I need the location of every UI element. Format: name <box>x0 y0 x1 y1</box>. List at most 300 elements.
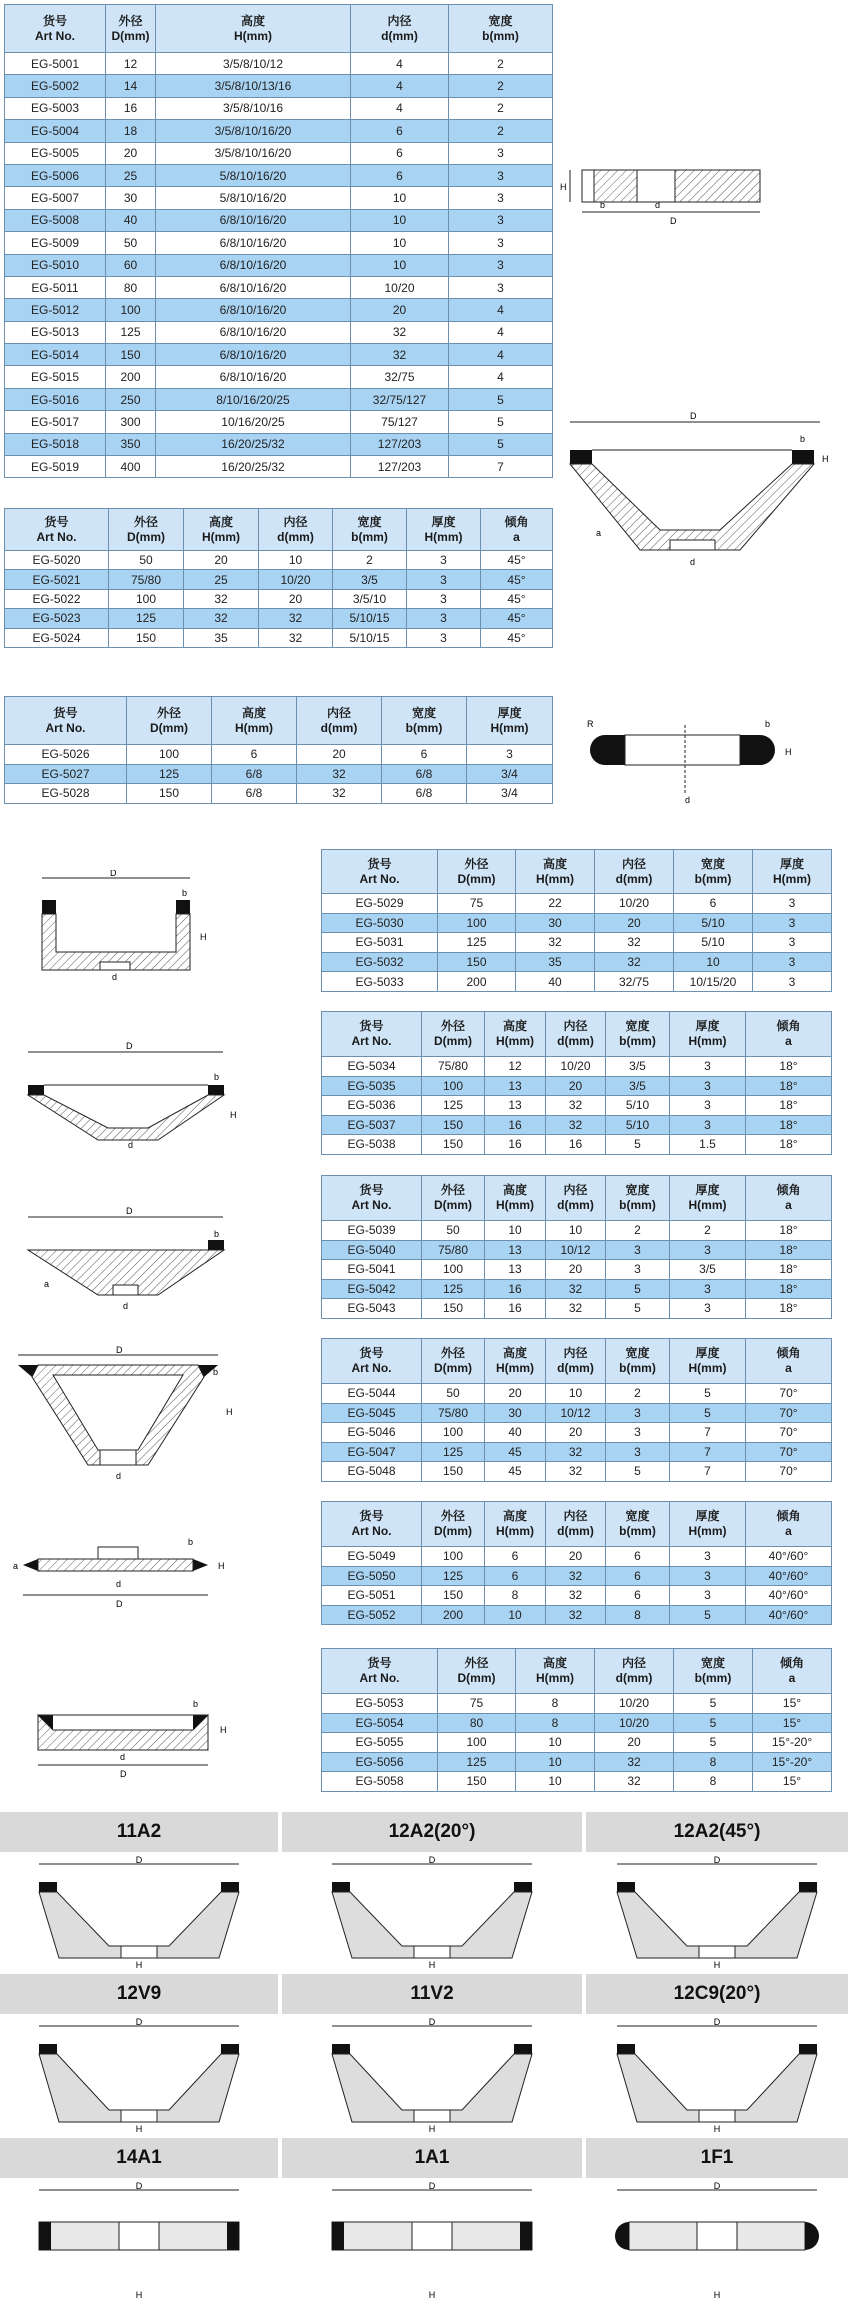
table-cell: EG-5007 <box>5 187 106 209</box>
column-header-label: 外径 <box>440 1183 465 1197</box>
flat-wheel-diagram <box>560 160 790 250</box>
column-header-label: d(mm) <box>277 529 314 544</box>
table-cell: 10 <box>546 1384 606 1404</box>
column-header-label: 高度 <box>502 1346 527 1360</box>
table-cell: 4 <box>351 97 449 119</box>
table-cell: 18° <box>746 1260 832 1280</box>
table-cell: 8 <box>516 1694 595 1714</box>
table-cell: 18° <box>746 1299 832 1319</box>
table-cell: 10 <box>516 1752 595 1772</box>
column-header-label: H(mm) <box>688 1524 727 1538</box>
table-cell: 5 <box>449 411 553 433</box>
dim-label: D <box>116 1599 123 1609</box>
column-header-label: d(mm) <box>320 720 358 735</box>
table-cell: 10 <box>351 254 449 276</box>
column-header-label: D(mm) <box>457 871 496 886</box>
cup-wheel-diagram <box>30 870 210 980</box>
table-cell: 10 <box>516 1733 595 1753</box>
dim-label: H <box>135 2290 143 2300</box>
shape-cell <box>0 2138 278 2300</box>
shape-cell <box>282 1974 582 2134</box>
table-cell: EG-5053 <box>322 1694 438 1714</box>
table-cell: 10/12 <box>546 1403 606 1423</box>
column-header-label: 倾角 <box>776 1346 801 1360</box>
column-header-label: 倾角 <box>776 1509 801 1523</box>
table-cell: EG-5020 <box>5 551 109 570</box>
table-cell: 40 <box>516 972 595 992</box>
table-cell: 40 <box>106 209 156 231</box>
table-row <box>322 1221 832 1241</box>
table-cell: 3/5 <box>333 570 407 589</box>
table-cell: 6/8 <box>212 764 297 784</box>
table-row <box>5 433 553 455</box>
column-header-label: D(mm) <box>457 1671 496 1685</box>
table-cell: 5 <box>606 1135 670 1155</box>
column-header-label: a <box>513 529 520 544</box>
dim-label: H <box>785 747 792 757</box>
column-header-label: 货号 <box>44 514 69 529</box>
table-cell: 25 <box>184 570 259 589</box>
table-cell: 3/5/8/10/16/20 <box>156 142 351 164</box>
table-cell: 35 <box>516 952 595 972</box>
table-cell: 15° <box>753 1713 832 1733</box>
table-cell: 200 <box>438 972 516 992</box>
table-cell: 10 <box>351 232 449 254</box>
table-cell: 18° <box>746 1135 832 1155</box>
column-header-label: 厚度 <box>497 705 522 720</box>
column-header-art <box>5 5 106 53</box>
column-header-label: 宽度 <box>411 705 436 720</box>
table-cell: 32 <box>595 933 674 953</box>
table-cell: 3 <box>670 1096 746 1116</box>
table-row <box>5 164 553 186</box>
shape-title: 11V2 <box>282 1974 582 2014</box>
column-header-label: 宽度 <box>488 13 513 28</box>
shape-title: 14A1 <box>0 2138 278 2178</box>
table-cell: EG-5027 <box>5 764 127 784</box>
dim-label: b <box>193 1699 199 1709</box>
spec-table-8 <box>321 1501 832 1625</box>
table-cell: 16/20/25/32 <box>156 433 351 455</box>
table-cell: 32 <box>546 1442 606 1462</box>
column-header-label: d(mm) <box>557 1524 594 1538</box>
table-cell: 6 <box>606 1586 670 1606</box>
dim-label: D <box>713 2182 721 2191</box>
table-cell: EG-5024 <box>5 628 109 647</box>
table-cell: 3 <box>606 1240 670 1260</box>
column-header-inner <box>546 1176 606 1221</box>
column-header-inner <box>351 5 449 53</box>
table-cell: 2 <box>449 120 553 142</box>
table-cell: 127/203 <box>351 433 449 455</box>
column-header-height <box>485 1012 546 1057</box>
table-cell: 75 <box>438 1694 516 1714</box>
table-cell: 75/80 <box>422 1403 485 1423</box>
shape-diagram <box>586 1856 848 1970</box>
table-cell: 32 <box>351 321 449 343</box>
dim-label: a <box>596 528 602 538</box>
dim-label: d <box>685 795 691 805</box>
dim-label: b <box>213 1367 219 1377</box>
table-cell: EG-5032 <box>322 952 438 972</box>
table-cell: 6 <box>351 142 449 164</box>
column-header-thick <box>407 509 481 551</box>
table-cell: 125 <box>127 764 212 784</box>
column-header-label: 高度 <box>542 856 567 871</box>
table-cell: 3 <box>670 1240 746 1260</box>
column-header-label: 货号 <box>42 13 67 28</box>
table-cell: 2 <box>449 75 553 97</box>
table-cell: EG-5017 <box>5 411 106 433</box>
table-cell: 2 <box>333 551 407 570</box>
column-header-label: b(mm) <box>694 1671 732 1685</box>
table-cell: EG-5029 <box>322 894 438 914</box>
table-cell: 80 <box>438 1713 516 1733</box>
table-cell: 70° <box>746 1462 832 1482</box>
column-header-label: 货号 <box>359 1346 384 1360</box>
column-header-label: D(mm) <box>434 1034 472 1048</box>
column-header-label: a <box>785 1524 792 1538</box>
column-header-label: D(mm) <box>434 1524 472 1538</box>
table-cell: 3 <box>753 972 832 992</box>
column-header-thick <box>670 1339 746 1384</box>
table-cell: 8 <box>606 1605 670 1625</box>
table-row <box>322 972 832 992</box>
table-cell: 127/203 <box>351 456 449 478</box>
table-row <box>322 1299 832 1319</box>
column-header-outer <box>422 1339 485 1384</box>
table-cell: EG-5019 <box>5 456 106 478</box>
table-row <box>5 411 553 433</box>
shape-cell <box>282 1812 582 1970</box>
dim-label: d <box>690 557 696 567</box>
table-cell: 25 <box>106 164 156 186</box>
table-cell: 8 <box>674 1772 753 1792</box>
table-cell: 80 <box>106 276 156 298</box>
table-cell: 13 <box>485 1240 546 1260</box>
table-cell: 40 <box>485 1423 546 1443</box>
table-cell: 100 <box>127 745 212 765</box>
shape-diagram <box>0 2182 278 2300</box>
dish-45-diagram <box>560 410 830 580</box>
table-cell: 400 <box>106 456 156 478</box>
table-cell: 20 <box>106 142 156 164</box>
table-cell: 32 <box>351 344 449 366</box>
column-header-label: 宽度 <box>625 1509 650 1523</box>
table-cell: 20 <box>184 551 259 570</box>
table-cell: 3/5/10 <box>333 589 407 608</box>
shape-diagram <box>282 2182 582 2300</box>
column-header-outer <box>438 1649 516 1694</box>
column-header-label: d(mm) <box>381 28 418 43</box>
table-cell: 15° <box>753 1694 832 1714</box>
table-row <box>322 913 832 933</box>
table-cell: 32 <box>595 1772 674 1792</box>
table-cell: 70° <box>746 1442 832 1462</box>
column-header-label: Art No. <box>351 1361 392 1375</box>
dim-label: D <box>670 216 677 226</box>
table-cell: 32 <box>184 609 259 628</box>
table-row <box>5 456 553 478</box>
table-cell: 10/20 <box>595 894 674 914</box>
column-header-thick <box>670 1176 746 1221</box>
table-cell: 32 <box>546 1605 606 1625</box>
table-cell: 3 <box>449 164 553 186</box>
table-cell: 45° <box>481 570 553 589</box>
shape-cell <box>586 1812 848 1970</box>
table-cell: 10 <box>485 1221 546 1241</box>
shape-title: 12A2(20°) <box>282 1812 582 1852</box>
spec-table-3 <box>4 696 553 804</box>
column-header-label: H(mm) <box>688 1198 727 1212</box>
table-cell: 5 <box>674 1713 753 1733</box>
shape-diagram <box>586 2182 848 2300</box>
table-row <box>5 609 553 628</box>
table-cell: 5 <box>670 1384 746 1404</box>
table-cell: 2 <box>449 97 553 119</box>
table-cell: 3/5/8/10/16 <box>156 97 351 119</box>
table-cell: 7 <box>449 456 553 478</box>
table-cell: 6 <box>674 894 753 914</box>
table-cell: 6 <box>485 1566 546 1586</box>
table-row <box>5 589 553 608</box>
round-edge-wheel-diagram <box>575 715 805 810</box>
table-row <box>5 366 553 388</box>
table-cell: 3 <box>606 1260 670 1280</box>
column-header-label: b(mm) <box>619 1361 656 1375</box>
shape-cell <box>0 1974 278 2134</box>
dim-label: D <box>713 2018 721 2027</box>
column-header-label: 高度 <box>502 1509 527 1523</box>
table-cell: 3 <box>606 1403 670 1423</box>
table-row <box>322 894 832 914</box>
table-cell: EG-5023 <box>5 609 109 628</box>
table-cell: 6/8/10/16/20 <box>156 209 351 231</box>
table-cell: 40°/60° <box>746 1566 832 1586</box>
column-header-outer <box>422 1502 485 1547</box>
table-cell: EG-5028 <box>5 784 127 804</box>
table-cell: 3 <box>407 628 481 647</box>
table-cell: 150 <box>422 1135 485 1155</box>
table-cell: 3 <box>407 551 481 570</box>
table-cell: 13 <box>485 1076 546 1096</box>
column-header-label: 货号 <box>359 1509 384 1523</box>
table-cell: 32 <box>546 1299 606 1319</box>
table-cell: EG-5049 <box>322 1547 422 1567</box>
column-header-label: 厚度 <box>695 1019 720 1033</box>
column-header-thick <box>753 850 832 894</box>
table-cell: 5/10 <box>606 1096 670 1116</box>
column-header-label: H(mm) <box>235 720 273 735</box>
column-header-label: H(mm) <box>688 1361 727 1375</box>
column-header-label: 内径 <box>326 705 351 720</box>
dim-label: H <box>135 2124 143 2134</box>
table-cell: 16 <box>485 1135 546 1155</box>
table-cell: 100 <box>422 1260 485 1280</box>
table-cell: EG-5003 <box>5 97 106 119</box>
table-cell: 8/10/16/20/25 <box>156 388 351 410</box>
column-header-inner <box>259 509 333 551</box>
dim-label: H <box>135 1960 143 1970</box>
table-cell: 20 <box>546 1260 606 1280</box>
dim-label: D <box>135 1856 143 1865</box>
table-cell: 32 <box>595 1752 674 1772</box>
table-cell: 4 <box>449 366 553 388</box>
column-header-height <box>156 5 351 53</box>
column-header-label: 宽度 <box>700 856 725 871</box>
column-header-label: H(mm) <box>234 28 272 43</box>
table-cell: 32 <box>595 952 674 972</box>
table-cell: 100 <box>106 299 156 321</box>
table-cell: 45° <box>481 551 553 570</box>
table-cell: 3/5/8/10/16/20 <box>156 120 351 142</box>
table-cell: 6/8/10/16/20 <box>156 232 351 254</box>
table-cell: 150 <box>127 784 212 804</box>
table-cell: 3/5/8/10/13/16 <box>156 75 351 97</box>
table-cell: 5/10/15 <box>333 628 407 647</box>
column-header-label: 高度 <box>208 514 233 529</box>
shape-cell <box>282 2138 582 2300</box>
table-cell: EG-5035 <box>322 1076 422 1096</box>
column-header-label: H(mm) <box>536 1671 574 1685</box>
table-cell: EG-5043 <box>322 1299 422 1319</box>
table-cell: EG-5004 <box>5 120 106 142</box>
table-cell: EG-5039 <box>322 1221 422 1241</box>
column-header-height <box>485 1339 546 1384</box>
table-cell: EG-5051 <box>322 1586 422 1606</box>
dim-label: d <box>116 1471 122 1481</box>
table-row <box>322 1713 832 1733</box>
column-header-label: d(mm) <box>557 1361 594 1375</box>
table-cell: EG-5016 <box>5 388 106 410</box>
table-cell: 32 <box>546 1586 606 1606</box>
column-header-width <box>449 5 553 53</box>
shape-cell <box>586 2138 848 2300</box>
column-header-label: Art No. <box>359 871 400 886</box>
table-row <box>5 97 553 119</box>
table-cell: 2 <box>670 1221 746 1241</box>
table-cell: EG-5036 <box>322 1096 422 1116</box>
dim-label: D <box>135 2018 143 2027</box>
table-cell: EG-5046 <box>322 1423 422 1443</box>
column-header-label: 内径 <box>283 514 308 529</box>
column-header-label: b(mm) <box>405 720 443 735</box>
table-cell: 100 <box>422 1547 485 1567</box>
column-header-angle <box>746 1176 832 1221</box>
column-header-label: 宽度 <box>357 514 382 529</box>
table-cell: 6/8/10/16/20 <box>156 254 351 276</box>
shape-diagram <box>282 2018 582 2134</box>
table-cell: 32/75 <box>351 366 449 388</box>
table-cell: 22 <box>516 894 595 914</box>
column-header-label: 货号 <box>53 705 78 720</box>
table-cell: 30 <box>106 187 156 209</box>
table-cell: 100 <box>438 913 516 933</box>
column-header-width <box>674 850 753 894</box>
shape-cell <box>0 1812 278 1970</box>
table-cell: 1.5 <box>670 1135 746 1155</box>
table-cell: 32 <box>546 1462 606 1482</box>
table-row <box>5 784 553 804</box>
dim-label: H <box>560 182 567 192</box>
table-cell: EG-5006 <box>5 164 106 186</box>
dim-label: d <box>120 1752 126 1762</box>
table-cell: 3/5/8/10/12 <box>156 53 351 75</box>
table-row <box>322 1096 832 1116</box>
table-cell: 20 <box>595 913 674 933</box>
dim-label: D <box>428 2182 436 2191</box>
table-cell: 32 <box>546 1279 606 1299</box>
table-cell: 32 <box>546 1566 606 1586</box>
table-cell: 3 <box>753 913 832 933</box>
table-cell: 3 <box>449 254 553 276</box>
table-row <box>322 1057 832 1077</box>
column-header-thick <box>670 1502 746 1547</box>
table-cell: 5 <box>606 1462 670 1482</box>
table-row <box>5 321 553 343</box>
table-cell: 15° <box>753 1772 832 1792</box>
table-cell: 6 <box>351 120 449 142</box>
table-cell: 3/4 <box>467 764 553 784</box>
table-cell: 3 <box>670 1279 746 1299</box>
table-cell: 10 <box>259 551 333 570</box>
column-header-label: a <box>785 1361 792 1375</box>
table-cell: 5 <box>606 1299 670 1319</box>
dim-label: D <box>126 1206 133 1216</box>
table-cell: 10 <box>516 1772 595 1792</box>
table-cell: 4 <box>351 53 449 75</box>
column-header-label: 外径 <box>440 1346 465 1360</box>
table-cell: EG-5014 <box>5 344 106 366</box>
table-cell: EG-5012 <box>5 299 106 321</box>
column-header-label: 高度 <box>542 1656 567 1670</box>
table-cell: 40°/60° <box>746 1605 832 1625</box>
table-cell: EG-5009 <box>5 232 106 254</box>
dim-label: D <box>110 870 117 878</box>
table-cell: EG-5052 <box>322 1605 422 1625</box>
table-cell: EG-5013 <box>5 321 106 343</box>
table-row <box>322 1547 832 1567</box>
dim-label: b <box>182 888 188 898</box>
column-header-label: Art No. <box>35 28 75 43</box>
table-cell: 125 <box>422 1442 485 1462</box>
column-header-label: a <box>785 1198 792 1212</box>
column-header-label: Art No. <box>359 1671 400 1685</box>
table-row <box>5 388 553 410</box>
column-header-label: H(mm) <box>688 1034 727 1048</box>
column-header-label: 倾角 <box>779 1656 804 1670</box>
table-cell: 40°/60° <box>746 1586 832 1606</box>
table-cell: 3 <box>670 1115 746 1135</box>
table-row <box>322 1752 832 1772</box>
table-cell: 10 <box>546 1221 606 1241</box>
table-cell: 12 <box>106 53 156 75</box>
shape-title: 11A2 <box>0 1812 278 1852</box>
column-header-label: D(mm) <box>434 1361 472 1375</box>
spec-table-1 <box>4 4 553 478</box>
table-cell: 125 <box>422 1096 485 1116</box>
column-header-label: b(mm) <box>619 1034 656 1048</box>
column-header-label: 内径 <box>621 856 646 871</box>
table-cell: EG-5055 <box>322 1733 438 1753</box>
dim-label: H <box>230 1110 237 1120</box>
column-header-label: 内径 <box>563 1346 588 1360</box>
column-header-art <box>322 850 438 894</box>
table-cell: 16 <box>106 97 156 119</box>
column-header-label: H(mm) <box>496 1361 534 1375</box>
column-header-label: H(mm) <box>490 720 529 735</box>
table-cell: 32 <box>184 589 259 608</box>
